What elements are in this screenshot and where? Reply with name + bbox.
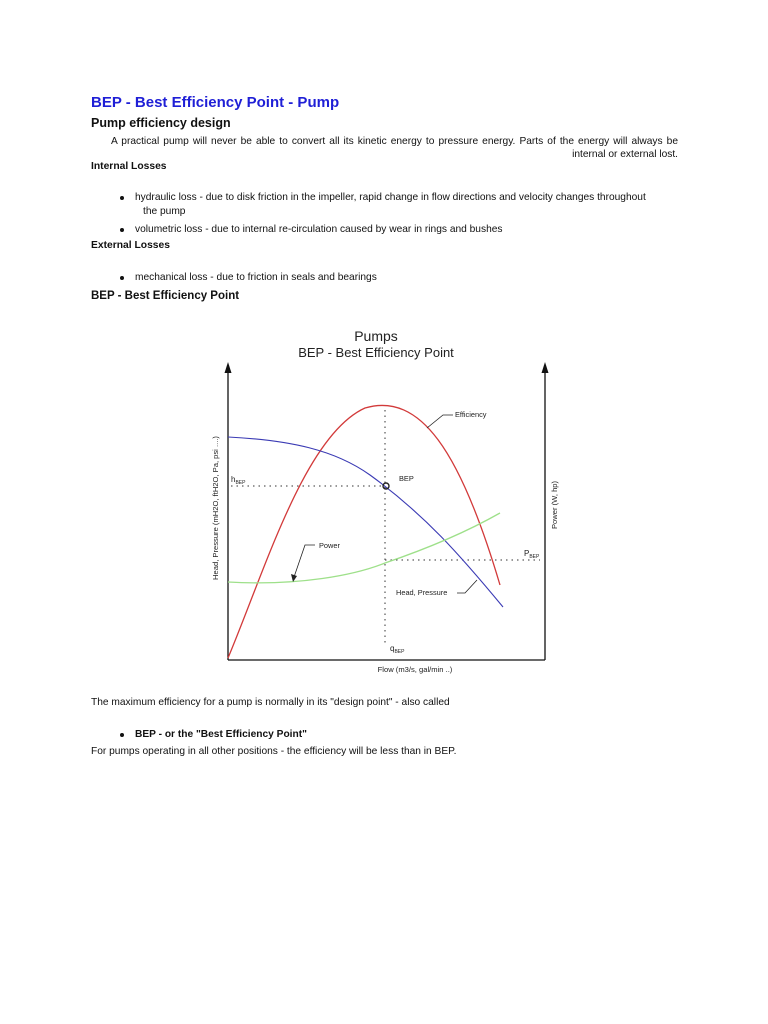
power-label: Power xyxy=(319,541,340,550)
y-left-label: Head, Pressure (mH2O, ftH2O, Pa, psi ....) xyxy=(211,436,220,580)
chart-title-line2: BEP - Best Efficiency Point xyxy=(298,345,454,360)
internal-losses-heading: Internal Losses xyxy=(91,161,167,172)
list-item-text: mechanical loss - due to friction in seals and bearings xyxy=(135,272,377,283)
final-paragraph: For pumps operating in all other positions - the efficiency will be less than in BEP. xyxy=(91,746,457,757)
efficiency-label: Efficiency xyxy=(455,410,487,419)
list-item-text: hydraulic loss - due to disk friction in the impeller, rapid change in flow directions and velocity changes throughout xyxy=(135,192,646,203)
list-item xyxy=(91,728,681,742)
q-bep-label: $q_{BEP}$ xyxy=(390,644,405,655)
bep-bullet-text: BEP - or the "Best Efficiency Point" xyxy=(135,729,307,740)
list-item-text: volumetric loss - due to internal re-circulation caused by wear in rings and bushes xyxy=(135,224,503,235)
head-pressure-curve xyxy=(228,437,503,607)
bep-chart xyxy=(195,320,565,680)
list-item xyxy=(91,223,681,237)
p-bep-label: $P_{BEP}$ xyxy=(524,549,540,560)
x-axis-label: Flow (m3/s, gal/min ..) xyxy=(377,665,453,674)
power-curve xyxy=(228,513,500,583)
efficiency-leader xyxy=(427,415,453,428)
external-losses-list xyxy=(91,271,681,289)
head-pressure-label: Head, Pressure xyxy=(396,588,448,597)
bep-heading: BEP - Best Efficiency Point xyxy=(91,290,240,302)
bep-guide-lines xyxy=(231,410,540,645)
list-item xyxy=(91,191,681,219)
chart-title-line1: Pumps xyxy=(354,328,398,344)
external-losses-heading: External Losses xyxy=(91,240,170,251)
intro-paragraph: A practical pump will never be able to convert all its kinetic energy to pressure energy. Parts of the energy will always be internal or external lost. xyxy=(111,136,678,160)
list-item xyxy=(91,271,681,285)
bep-bullet-list xyxy=(91,728,681,746)
efficiency-curve xyxy=(228,405,500,658)
bep-label: BEP xyxy=(399,474,414,483)
y-right-label: Power (W, hp) xyxy=(550,480,559,530)
h-bep-label: $h_{BEP}$ xyxy=(231,475,246,486)
internal-losses-list xyxy=(91,191,681,241)
section-subtitle: Pump efficiency design xyxy=(91,116,231,130)
right-axis-arrow-icon xyxy=(542,362,549,373)
head-leader xyxy=(457,580,477,593)
page-title: BEP - Best Efficiency Point - Pump xyxy=(91,94,340,111)
left-axis-arrow-icon xyxy=(225,362,232,373)
power-leader xyxy=(293,545,315,580)
list-item-text-cont: the pump xyxy=(143,206,186,217)
after-chart-paragraph: The maximum efficiency for a pump is normally in its "design point" - also called xyxy=(91,697,450,708)
